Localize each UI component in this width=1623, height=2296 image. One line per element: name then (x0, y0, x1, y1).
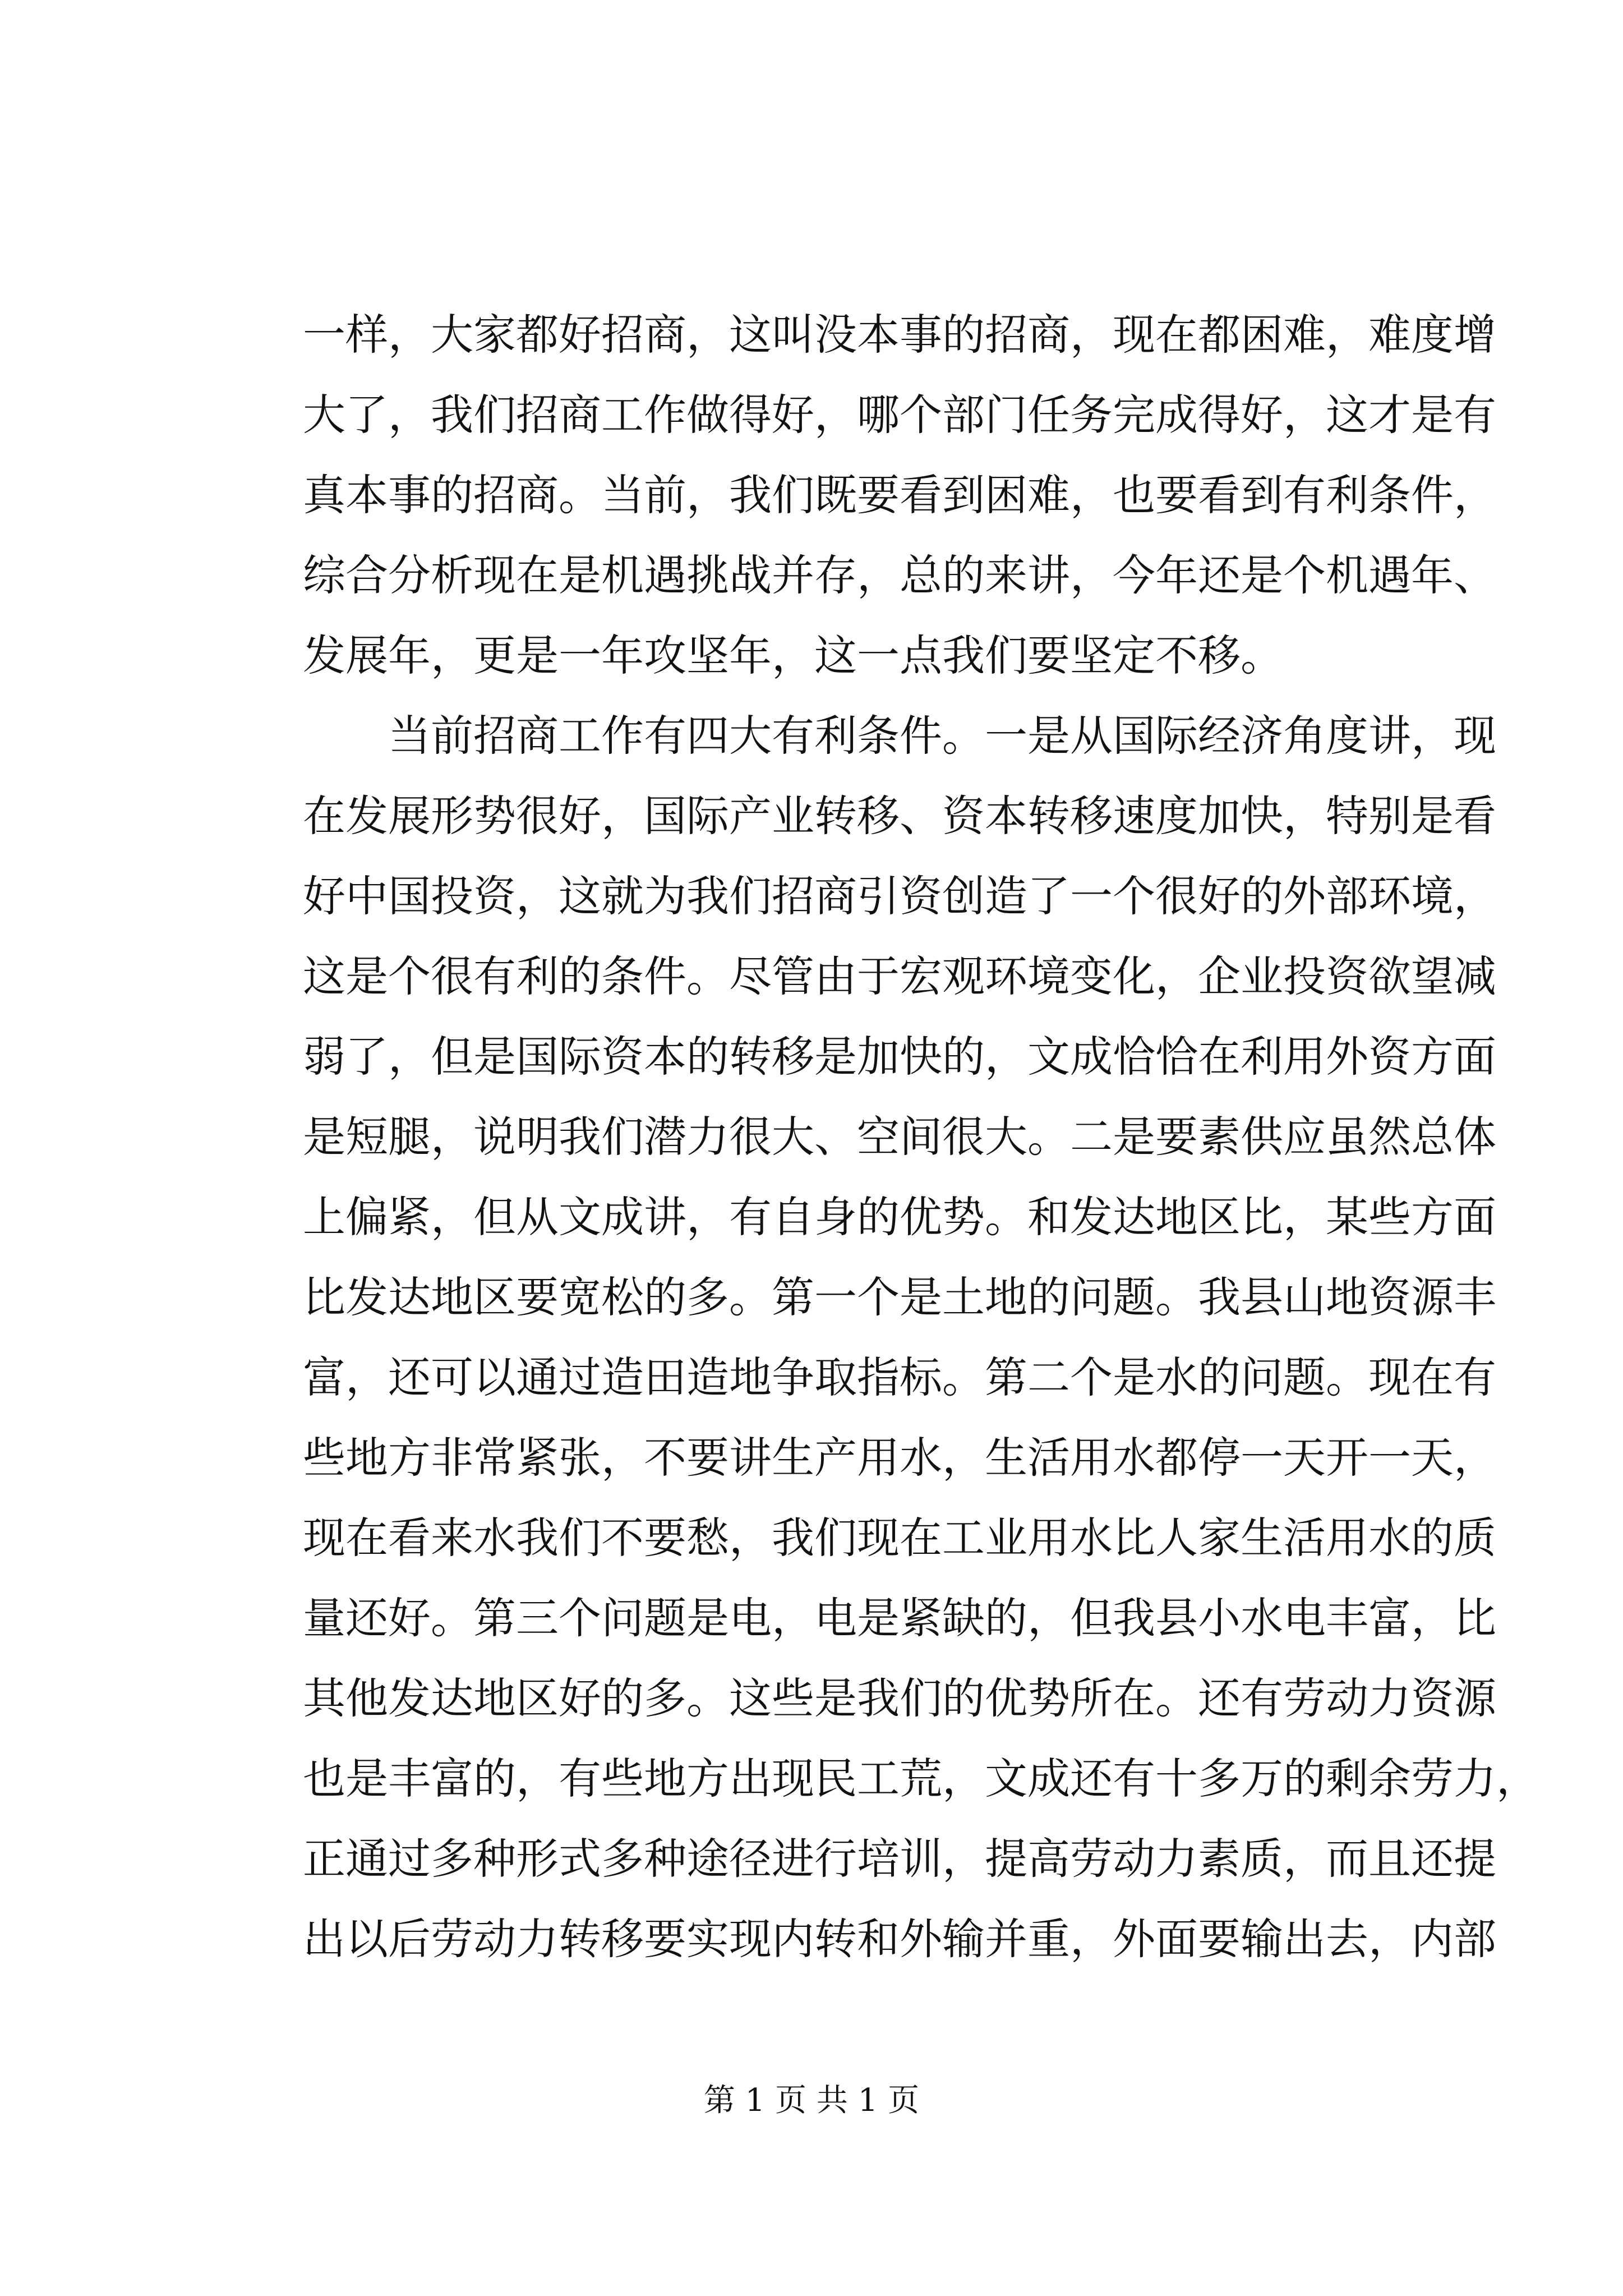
text-line: 当前招商工作有四大有利条件。一是从国际经济角度讲，现 (388, 711, 1496, 761)
text-line: 发展年，更是一年攻坚年，这一点我们要坚定不移。 (303, 631, 1283, 680)
text-line: 大了，我们招商工作做得好，哪个部门任务完成得好，这才是有 (303, 390, 1496, 440)
text-line: 一样，大家都好招商，这叫没本事的招商，现在都困难，难度增 (303, 310, 1496, 360)
text-line: 其他发达地区好的多。这些是我们的优势所在。还有劳动力资源 (303, 1673, 1496, 1723)
text-line: 比发达地区要宽松的多。第一个是土地的问题。我县山地资源丰 (303, 1272, 1496, 1322)
text-line: 是短腿，说明我们潜力很大、空间很大。二是要素供应虽然总体 (303, 1112, 1496, 1162)
text-line: 这是个很有利的条件。尽管由于宏观环境变化，企业投资欲望减 (303, 951, 1496, 1001)
text-line: 富，还可以通过造田造地争取指标。第二个是水的问题。现在有 (303, 1352, 1496, 1402)
text-line: 好中国投资，这就为我们招商引资创造了一个很好的外部环境， (303, 871, 1496, 921)
text-line: 上偏紧，但从文成讲，有自身的优势。和发达地区比，某些方面 (303, 1192, 1496, 1242)
page-number: 第 1 页 共 1 页 (703, 2082, 920, 2119)
text-line: 些地方非常紧张，不要讲生产用水，生活用水都停一天开一天， (303, 1433, 1496, 1483)
text-line: 也是丰富的，有些地方出现民工荒，文成还有十多万的剩余劳力， (303, 1754, 1539, 1803)
page-footer (0, 2078, 1623, 2123)
text-line: 现在看来水我们不要愁，我们现在工业用水比人家生活用水的质 (303, 1513, 1496, 1563)
text-line: 弱了，但是国际资本的转移是加快的，文成恰恰在利用外资方面 (303, 1032, 1496, 1082)
text-line: 综合分析现在是机遇挑战并存，总的来讲，今年还是个机遇年、 (303, 550, 1496, 600)
text-line: 量还好。第三个问题是电，电是紧缺的，但我县小水电丰富，比 (303, 1593, 1496, 1643)
text-line: 在发展形势很好，国际产业转移、资本转移速度加快，特别是看 (303, 791, 1496, 841)
text-line: 真本事的招商。当前，我们既要看到困难，也要看到有利条件， (303, 470, 1496, 520)
text-line: 出以后劳动力转移要实现内转和外输并重，外面要输出去，内部 (303, 1914, 1496, 1964)
body-text (303, 295, 1539, 1979)
text-line: 正通过多种形式多种途径进行培训，提高劳动力素质，而且还提 (303, 1834, 1496, 1884)
